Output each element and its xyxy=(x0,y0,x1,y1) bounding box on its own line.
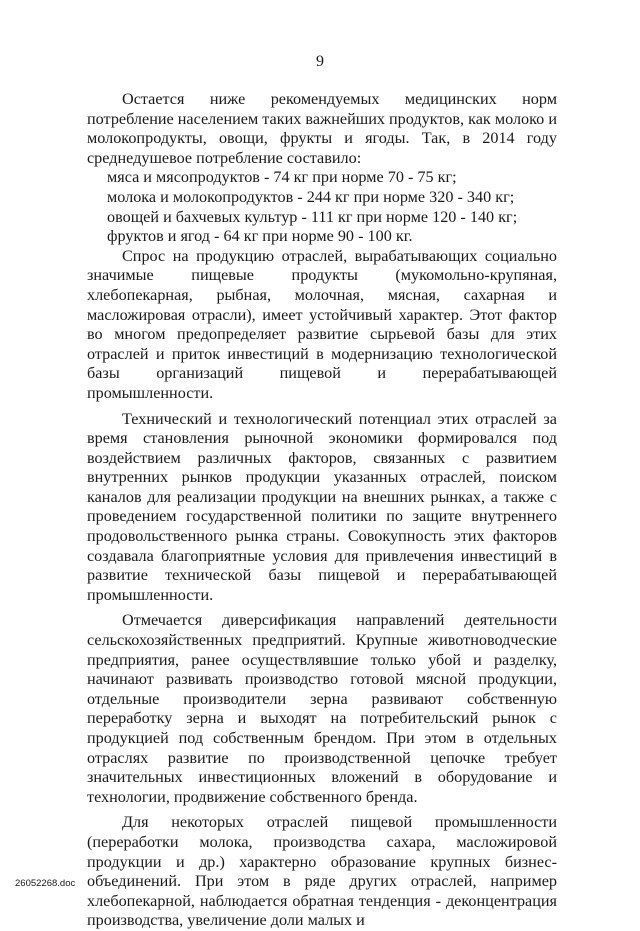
list-item-vegetables: овощей и бахчевых культур - 111 кг при норме 120 - 140 кг; xyxy=(107,207,518,226)
list-item-fruits: фруктов и ягод - 64 кг при норме 90 - 100 кг. xyxy=(107,227,413,246)
paragraph-consumption-intro: Остается ниже рекомендуемых медицинских норм потребление населением таких важнейших продуктов, как молоко и молокопродукты, овощи, фрукты и ягоды. Так, в 2014 году среднедушевое потребление составило: xyxy=(87,90,557,167)
paragraph-diversification: Отмечается диверсификация направлений деятельности сельскохозяйственных предприятий. Крупные животноводческие предприятия, ранее осуществлявшие только убой и разделку, начинают развивать производство готовой мясной продукции, отдельные производители зерна развивают собственную переработку зерна и выходят на потребительский рынок с продукцией под собственным брендом. При этом в отдельных отраслях развитие по производственной цепочке требует значительных инвестиционных вложений в оборудование и технологии, продвижение собственного бренда. xyxy=(87,611,557,806)
page-number: 9 xyxy=(316,53,324,70)
document-body xyxy=(87,90,557,931)
list-item-milk: молока и молокопродуктов - 244 кг при норме 320 - 340 кг; xyxy=(107,187,515,206)
paragraph-technical-potential: Технический и технологический потенциал этих отраслей за время становления рыночной экономики формировался под воздействием различных факторов, связанных с развитием внутренних рынков продукции указанных отраслей, поиском каналов для реализации продукции на внешних рынках, а также с проведением государственной политики по защите внутреннего продовольственного рынка страны. Совокупность этих факторов создавала благоприятные условия для привлечения инвестиций в развитие технической базы пищевой и перерабатывающей промышленности. xyxy=(87,409,557,604)
footer-filename: 26052268.doc xyxy=(15,878,76,889)
paragraph-business-associations: Для некоторых отраслей пищевой промышленности (переработки молока, производства сахара, масложировой продукции и др.) характерно образование крупных бизнес-объединений. При этом в ряде других отраслей, например хлебопекарной, наблюдается обратная тенденция - деконцентрация производства, увеличение доли малых и xyxy=(87,813,557,930)
paragraph-demand: Спрос на продукцию отраслей, вырабатывающих социально значимые пищевые продукты (мукомольно-крупяная, хлебопекарная, рыбная, молочная, мясная, сахарная и масложировая отрасли), имеет устойчивый характер. Этот фактор во многом предопределяет развитие сырьевой базы для этих отраслей и приток инвестиций в модернизацию технологической базы организаций пищевой и перерабатывающей промышленности. xyxy=(87,246,557,402)
list-item-meat: мяса и мясопродуктов - 74 кг при норме 70 - 75 кг; xyxy=(107,168,457,187)
